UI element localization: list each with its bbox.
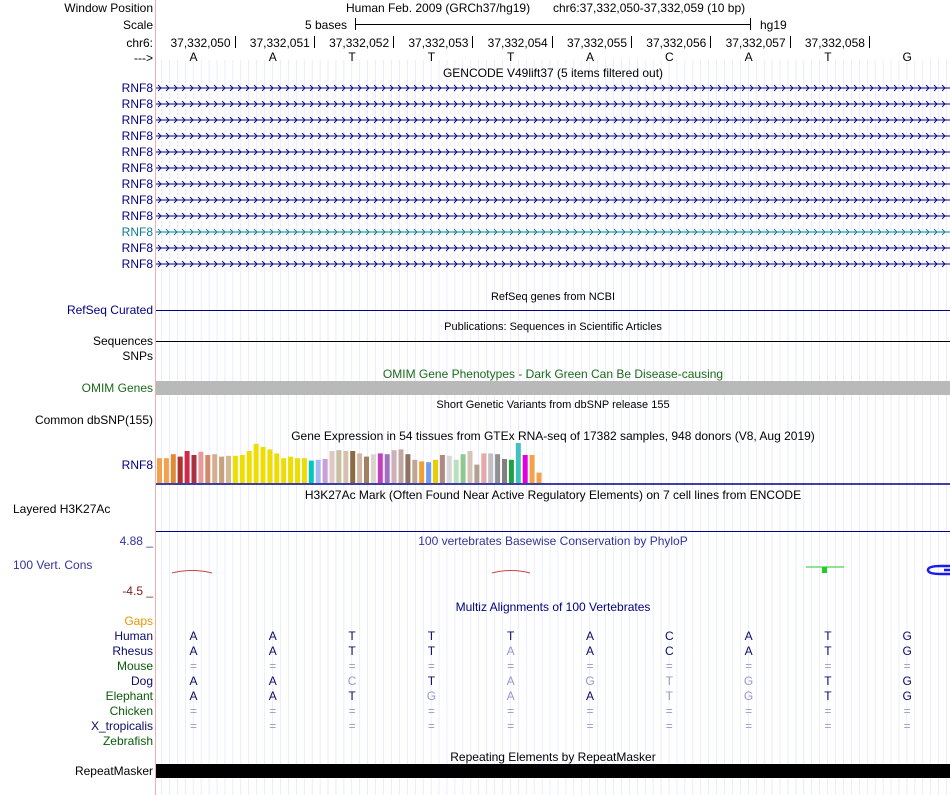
multiz-base: T bbox=[824, 644, 832, 658]
multiz-base: A bbox=[585, 644, 594, 658]
gencode-transcript-line[interactable] bbox=[156, 82, 950, 94]
multiz-base: = bbox=[903, 659, 911, 673]
omim-track-label[interactable]: OMIM Genes bbox=[81, 381, 153, 395]
base-letter: C bbox=[664, 50, 674, 64]
multiz-base: A bbox=[506, 674, 515, 688]
coordinate-tick bbox=[235, 36, 236, 48]
multiz-base: = bbox=[745, 704, 753, 718]
multiz-species-label[interactable]: Rhesus bbox=[112, 644, 153, 658]
multiz-base: T bbox=[427, 674, 436, 688]
multiz-base: T bbox=[665, 674, 673, 688]
coordinate-tick-label: 37,332,058 bbox=[804, 36, 865, 50]
gencode-transcript-label[interactable]: RNF8 bbox=[121, 81, 153, 95]
coordinate-tick-label: 37,332,055 bbox=[566, 36, 628, 50]
gtex-tissue-bar bbox=[192, 455, 197, 483]
multiz-species-label[interactable]: Zebrafish bbox=[102, 734, 153, 748]
dbsnp-track-title: Short Genetic Variants from dbSNP release 155 bbox=[436, 399, 670, 411]
multiz-track-title: Multiz Alignments of 100 Vertebrates bbox=[455, 600, 651, 614]
multiz-base: = bbox=[189, 719, 197, 733]
conservation-negative-score bbox=[172, 571, 212, 574]
multiz-base: A bbox=[744, 629, 753, 643]
chrom-label: chr6: bbox=[126, 36, 153, 50]
coordinate-tick-label: 37,332,056 bbox=[646, 36, 707, 50]
coordinate-tick-label: 37,332,050 bbox=[170, 36, 231, 50]
repeatmasker-track-label[interactable]: RepeatMasker bbox=[74, 764, 153, 778]
gtex-tissue-bar bbox=[447, 456, 452, 483]
coordinate-tick bbox=[790, 36, 791, 48]
repeatmasker-track-title: Repeating Elements by RepeatMasker bbox=[450, 750, 656, 764]
multiz-base: T bbox=[507, 629, 515, 643]
gtex-tissue-bar bbox=[454, 460, 459, 483]
gtex-tissue-bar bbox=[405, 454, 410, 483]
gtex-tissue-bar bbox=[399, 449, 404, 483]
refseq-track-label[interactable]: RefSeq Curated bbox=[66, 303, 153, 317]
gtex-tissue-bar bbox=[495, 454, 500, 483]
omim-gene-bar[interactable] bbox=[156, 381, 950, 395]
multiz-base: G bbox=[743, 674, 754, 688]
multiz-base: = bbox=[745, 719, 753, 733]
gencode-transcript-label[interactable]: RNF8 bbox=[121, 209, 153, 223]
gtex-tissue-bar bbox=[412, 460, 417, 483]
gtex-tissue-bar bbox=[267, 449, 272, 483]
gtex-tissue-bar bbox=[468, 451, 473, 483]
gtex-tissue-bar bbox=[185, 451, 190, 483]
base-letter: T bbox=[507, 50, 515, 64]
multiz-species-label[interactable]: Chicken bbox=[109, 704, 153, 718]
gencode-track-title: GENCODE V49lift37 (5 items filtered out) bbox=[442, 66, 664, 80]
multiz-base: = bbox=[507, 704, 515, 718]
scale-bar-right-tick bbox=[750, 18, 751, 30]
multiz-base: G bbox=[426, 689, 437, 703]
gencode-transcript-line[interactable] bbox=[156, 114, 950, 126]
gtex-tissue-bar bbox=[261, 447, 266, 483]
multiz-base: A bbox=[189, 644, 198, 658]
gtex-tissue-bar bbox=[198, 452, 203, 483]
gtex-track-label[interactable]: RNF8 bbox=[121, 458, 153, 472]
multiz-base: G bbox=[902, 629, 912, 643]
gencode-transcript-label[interactable]: RNF8 bbox=[121, 129, 153, 143]
gtex-tissue-bar bbox=[516, 443, 521, 483]
multiz-base: A bbox=[585, 629, 594, 643]
gtex-tissue-bar bbox=[433, 460, 438, 483]
gtex-tissue-bar bbox=[164, 458, 169, 483]
gencode-transcript-line[interactable] bbox=[156, 146, 950, 158]
gtex-tissue-bar bbox=[523, 455, 528, 483]
multiz-base: A bbox=[189, 674, 198, 688]
gtex-tissue-bar bbox=[171, 454, 176, 483]
multiz-base: = bbox=[665, 704, 673, 718]
sequences-line[interactable] bbox=[156, 341, 950, 342]
gtex-tissue-bar bbox=[302, 458, 307, 483]
conservation-track-title: 100 vertebrates Basewise Conservation by PhyloP bbox=[418, 534, 688, 548]
refseq-track-title: RefSeq genes from NCBI bbox=[490, 291, 616, 303]
multiz-base: = bbox=[824, 719, 832, 733]
gtex-tissue-bar bbox=[247, 451, 252, 483]
gencode-transcript-label[interactable]: RNF8 bbox=[121, 193, 153, 207]
gtex-tissue-bar bbox=[274, 453, 279, 483]
multiz-species-label[interactable]: Mouse bbox=[116, 659, 153, 673]
multiz-base: T bbox=[427, 644, 436, 658]
sequences-track-label[interactable]: Sequences bbox=[92, 334, 153, 348]
multiz-base: G bbox=[585, 674, 595, 688]
gtex-tissue-bar bbox=[281, 458, 286, 483]
conservation-ymin: -4.5 _ bbox=[122, 584, 153, 598]
multiz-base: T bbox=[824, 689, 832, 703]
gtex-tissue-bar bbox=[392, 450, 397, 483]
multiz-base: = bbox=[903, 704, 911, 718]
multiz-base: = bbox=[427, 659, 435, 673]
multiz-base: A bbox=[268, 629, 277, 643]
gencode-transcript-line[interactable] bbox=[156, 130, 950, 142]
window-position-label: Window Position bbox=[64, 1, 153, 15]
gencode-transcript-label[interactable]: RNF8 bbox=[121, 97, 153, 111]
multiz-base: = bbox=[507, 719, 515, 733]
strand-label: ---> bbox=[134, 51, 153, 65]
dbsnp-track-label[interactable]: Common dbSNP(155) bbox=[34, 413, 153, 427]
multiz-species-label[interactable]: Dog bbox=[130, 674, 153, 688]
gtex-tissue-bar bbox=[461, 454, 466, 483]
gencode-transcript-line[interactable] bbox=[156, 98, 950, 110]
multiz-base: = bbox=[269, 704, 277, 718]
gtex-tissue-bar bbox=[205, 455, 210, 483]
gtex-tissue-bar bbox=[378, 453, 383, 483]
gencode-transcript-line[interactable] bbox=[156, 210, 950, 222]
multiz-base: A bbox=[189, 629, 198, 643]
base-letter: T bbox=[427, 50, 436, 64]
gtex-tissue-bar bbox=[316, 460, 321, 483]
coordinate-tick bbox=[710, 36, 711, 48]
gtex-tissue-bar bbox=[254, 444, 259, 483]
multiz-base: C bbox=[664, 629, 674, 643]
gencode-transcript-line[interactable] bbox=[156, 226, 950, 238]
gencode-transcript-line[interactable] bbox=[156, 242, 950, 254]
base-letter: A bbox=[585, 50, 594, 64]
coordinate-tick-label: 37,332,057 bbox=[725, 36, 786, 50]
scale-bar-text: 5 bases bbox=[305, 18, 348, 32]
multiz-base: A bbox=[506, 689, 515, 703]
multiz-base: T bbox=[665, 689, 673, 703]
gtex-tissue-bar bbox=[240, 455, 245, 483]
multiz-base: = bbox=[507, 659, 515, 673]
multiz-base: A bbox=[189, 689, 198, 703]
coordinate-tick bbox=[314, 36, 315, 48]
multiz-base: T bbox=[348, 689, 356, 703]
multiz-base: = bbox=[189, 704, 197, 718]
multiz-base: = bbox=[665, 719, 673, 733]
multiz-base: = bbox=[348, 659, 356, 673]
gtex-tissue-bar bbox=[488, 453, 493, 483]
repeatmasker-bar[interactable] bbox=[156, 764, 950, 778]
conservation-positive-score bbox=[822, 567, 827, 573]
multiz-base: A bbox=[744, 644, 753, 658]
coordinate-tick-label: 37,332,052 bbox=[329, 36, 390, 50]
base-letter: T bbox=[348, 50, 356, 64]
gencode-transcript-label[interactable]: RNF8 bbox=[121, 257, 153, 271]
gencode-transcript-label[interactable]: RNF8 bbox=[121, 113, 153, 127]
coordinate-tick bbox=[472, 36, 473, 48]
gencode-transcript-line[interactable] bbox=[156, 194, 950, 206]
multiz-base: = bbox=[189, 659, 197, 673]
gencode-transcript-label[interactable]: RNF8 bbox=[121, 225, 153, 239]
coordinate-tick bbox=[869, 36, 870, 48]
multiz-species-label[interactable]: Human bbox=[114, 629, 153, 643]
gtex-tissue-bar bbox=[309, 461, 314, 483]
base-letter: T bbox=[824, 50, 832, 64]
gtex-tissue-bar bbox=[426, 462, 431, 483]
multiz-base: A bbox=[268, 644, 277, 658]
gtex-tissue-bar bbox=[357, 453, 362, 483]
coordinate-tick bbox=[631, 36, 632, 48]
gtex-tissue-bar bbox=[219, 457, 224, 483]
gencode-transcript-label[interactable]: RNF8 bbox=[121, 145, 153, 159]
multiz-base: A bbox=[268, 689, 277, 703]
gtex-tissue-bar bbox=[419, 461, 424, 483]
gencode-transcript-line[interactable] bbox=[156, 178, 950, 190]
multiz-base: = bbox=[586, 704, 594, 718]
gtex-track-title: Gene Expression in 54 tissues from GTEx RNA-seq of 17382 samples, 948 donors (V8, Aug 2019) bbox=[291, 429, 815, 443]
publications-track-title: Publications: Sequences in Scientific Articles bbox=[444, 321, 662, 333]
refseq-gene-line[interactable] bbox=[156, 310, 950, 311]
multiz-base: G bbox=[902, 674, 912, 688]
base-letter: G bbox=[902, 50, 912, 64]
coordinate-tick-label: 37,332,051 bbox=[249, 36, 310, 50]
multiz-base: G bbox=[743, 689, 754, 703]
multiz-base: = bbox=[903, 719, 911, 733]
gtex-tissue-bar bbox=[364, 457, 369, 483]
gtex-tissue-bar bbox=[212, 454, 217, 483]
multiz-species-label[interactable]: Elephant bbox=[105, 689, 153, 703]
multiz-base: A bbox=[268, 674, 277, 688]
conservation-plot[interactable] bbox=[156, 560, 950, 580]
gencode-transcript-line[interactable] bbox=[156, 162, 950, 174]
multiz-base: = bbox=[824, 659, 832, 673]
gtex-tissue-bar bbox=[371, 454, 376, 483]
scale-db-label: hg19 bbox=[760, 18, 787, 32]
snps-track-label[interactable]: SNPs bbox=[122, 349, 153, 363]
multiz-base: = bbox=[665, 659, 673, 673]
gtex-tissue-bar bbox=[323, 459, 328, 483]
gtex-tissue-bar bbox=[350, 451, 355, 483]
multiz-base: A bbox=[585, 689, 594, 703]
conservation-track-label[interactable]: 100 Vert. Cons bbox=[13, 558, 93, 572]
multiz-species-label[interactable]: X_tropicalis bbox=[90, 719, 153, 733]
gencode-transcript-label[interactable]: RNF8 bbox=[121, 177, 153, 191]
h3k27ac-track-label[interactable]: Layered H3K27Ac bbox=[13, 502, 111, 516]
window-position: chr6:37,332,050-37,332,059 (10 bp) bbox=[553, 1, 746, 15]
multiz-base: C bbox=[664, 644, 674, 658]
gtex-tissue-bar bbox=[502, 459, 507, 483]
coordinate-tick bbox=[552, 36, 553, 48]
coordinate-tick-label: 37,332,054 bbox=[487, 36, 548, 50]
gtex-tissue-bar bbox=[481, 453, 486, 483]
base-letter: A bbox=[744, 50, 753, 64]
gaps-label[interactable]: Gaps bbox=[124, 614, 153, 628]
conservation-logo-glyph bbox=[928, 566, 950, 574]
gtex-tissue-bar bbox=[509, 460, 514, 483]
omim-track-title: OMIM Gene Phenotypes - Dark Green Can Be Disease-causing bbox=[382, 367, 724, 381]
coordinate-tick-label: 37,332,053 bbox=[408, 36, 469, 50]
multiz-base: = bbox=[427, 719, 435, 733]
multiz-base: = bbox=[427, 704, 435, 718]
gtex-tissue-bar bbox=[530, 455, 535, 483]
gtex-tissue-bar bbox=[157, 458, 162, 483]
multiz-base: T bbox=[824, 674, 832, 688]
assembly-name: Human Feb. 2009 (GRCh37/hg19) bbox=[346, 1, 531, 15]
multiz-base: G bbox=[902, 644, 912, 658]
multiz-base: T bbox=[427, 629, 436, 643]
gtex-tissue-bar bbox=[336, 450, 341, 483]
gencode-transcript-label[interactable]: RNF8 bbox=[121, 241, 153, 255]
scale-bar bbox=[355, 24, 751, 25]
gencode-transcript-line[interactable] bbox=[156, 258, 950, 270]
gtex-tissue-bar bbox=[178, 457, 183, 483]
multiz-base: = bbox=[269, 719, 277, 733]
multiz-base: A bbox=[506, 644, 515, 658]
multiz-base: T bbox=[348, 644, 356, 658]
gtex-tissue-bar bbox=[288, 457, 293, 483]
multiz-base: = bbox=[348, 704, 356, 718]
scale-bar-left-tick bbox=[355, 18, 356, 30]
scale-label: Scale bbox=[122, 18, 153, 32]
gtex-tissue-bar bbox=[233, 456, 238, 483]
gtex-tissue-bar bbox=[440, 455, 445, 483]
multiz-base: = bbox=[586, 659, 594, 673]
multiz-base: = bbox=[269, 659, 277, 673]
multiz-base: C bbox=[347, 674, 357, 688]
gtex-tissue-bar bbox=[226, 456, 231, 483]
base-letter: A bbox=[268, 50, 277, 64]
gtex-tissue-bar bbox=[295, 458, 300, 483]
gtex-tissue-bar bbox=[385, 454, 390, 483]
multiz-base: = bbox=[824, 704, 832, 718]
coordinate-tick bbox=[393, 36, 394, 48]
multiz-base: G bbox=[902, 689, 912, 703]
conservation-negative-score bbox=[492, 571, 530, 574]
multiz-base: = bbox=[586, 719, 594, 733]
gtex-tissue-bar bbox=[343, 451, 348, 483]
gtex-tissue-bar bbox=[537, 473, 542, 483]
multiz-base: T bbox=[824, 629, 832, 643]
h3k27ac-track-title: H3K27Ac Mark (Often Found Near Active Regulatory Elements) on 7 cell lines from ENCODE bbox=[304, 488, 802, 502]
multiz-base: = bbox=[348, 719, 356, 733]
multiz-base: = bbox=[745, 659, 753, 673]
multiz-base: T bbox=[348, 629, 356, 643]
gtex-tissue-bar bbox=[330, 451, 335, 483]
conservation-ymax: 4.88 _ bbox=[119, 534, 153, 548]
h3k27ac-baseline bbox=[156, 531, 950, 532]
base-letter: A bbox=[189, 50, 198, 64]
gencode-transcript-label[interactable]: RNF8 bbox=[121, 161, 153, 175]
gtex-expression-bars[interactable] bbox=[156, 442, 950, 486]
gtex-tissue-bar bbox=[474, 465, 479, 483]
